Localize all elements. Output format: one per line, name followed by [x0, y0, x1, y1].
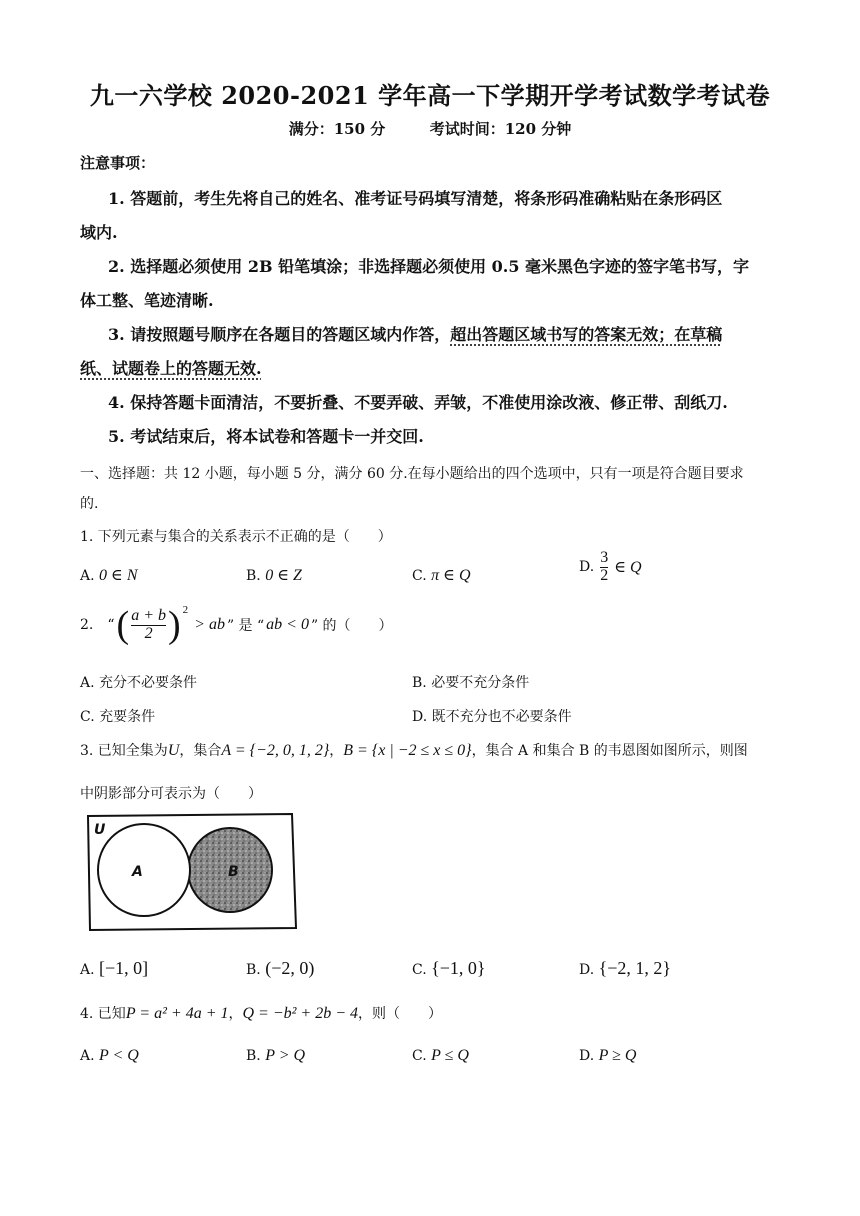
q2-end-text: ” 的（ ） [310, 618, 393, 634]
q1-option-b [246, 565, 302, 585]
q4-expr-q: Q = −b² + 2b − 4 [242, 1005, 359, 1022]
q4-stem [80, 1003, 442, 1023]
full-score: 满分：150 分 [288, 120, 386, 138]
venn-label-u: U [94, 822, 106, 838]
q3-option-a-label: A. [80, 962, 95, 978]
q2-stem [80, 606, 393, 644]
q3-set-a: A = {−2, 0, 1, 2} [221, 742, 330, 759]
q4-option-b-label: B. [246, 1048, 261, 1064]
q2-option-b: B. 必要不充分条件 [412, 675, 530, 691]
notice-item-1-cont: 域内. [80, 223, 118, 242]
q3-option-c-label: C. [412, 962, 427, 978]
q3-stem-b: ，集合 [179, 743, 222, 759]
q2-gt-expr: > ab [194, 616, 225, 633]
q3-option-d-label: D. [579, 962, 595, 978]
q1-option-c-label: C. [412, 568, 427, 584]
notice-item-4: 4. 保持答题卡面清洁，不要折叠、不要弄破、弄皱，不准使用涂改液、修正带、刮纸刀. [108, 393, 728, 412]
q4-option-a-label: A. [80, 1048, 95, 1064]
q2-option-c: C. 充要条件 [80, 709, 156, 725]
q4-stem-a: 4. 已知 [80, 1006, 126, 1022]
q2-fraction-numerator: a + b [131, 606, 166, 624]
q1-option-d-fraction [600, 550, 608, 585]
q1-option-c [412, 565, 471, 585]
notice-item-2-cont: 体工整、笔迹清晰. [80, 291, 214, 310]
q4-option-c [412, 1047, 469, 1065]
q2-fraction [131, 608, 166, 643]
q3-option-c [412, 958, 486, 979]
q3-stem [80, 740, 748, 760]
q3-option-b-label: B. [246, 962, 261, 978]
q2-option-a: A. 充分不必要条件 [80, 675, 198, 691]
notice-item-2: 2. 选择题必须使用 2B 铅笔填涂；非选择题必须使用 0.5 毫米黑色字迹的签字笔书写，字 [108, 257, 750, 276]
q2-exponent: 2 [182, 604, 189, 616]
q1-option-d-numerator: 3 [600, 549, 609, 566]
q1-option-d-tail: ∈ Q [614, 559, 642, 577]
q3-stem-cont: 中阴影部分可表示为（ ） [80, 786, 262, 802]
q1-option-b-label: B. [246, 568, 261, 584]
q1-option-d [579, 550, 642, 585]
notice-item-3 [108, 322, 722, 345]
q3-option-a-expr: [−1, 0] [99, 958, 149, 978]
q1-option-a-expr: 0 ∈ N [99, 567, 138, 584]
q4-option-a-expr: P < Q [99, 1047, 139, 1064]
q2-condition: ab < 0 [266, 616, 309, 633]
q1-option-a-label: A. [80, 568, 95, 584]
section-1-intro-cont: 的. [80, 496, 99, 512]
q3-option-c-expr: {−1, 0} [431, 958, 486, 978]
venn-label-a: A [132, 864, 143, 880]
q2-mid-text: ” 是 “ [226, 618, 265, 634]
q4-expr-p: P = a² + 4a + 1 [125, 1005, 229, 1022]
q2-paren-right: ) [167, 604, 181, 646]
notice-item-5: 5. 考试结束后，将本试卷和答题卡一并交回. [108, 427, 424, 446]
q2-option-d: D. 既不充分也不必要条件 [412, 709, 572, 725]
notice-item-1: 1. 答题前，考生先将自己的姓名、准考证号码填写清楚，将条形码准确粘贴在条形码区 [108, 189, 723, 208]
q1-option-c-expr: π ∈ Q [431, 567, 471, 584]
q1-stem: 1. 下列元素与集合的关系表示不正确的是（ ） [80, 529, 392, 545]
q3-option-b-expr: (−2, 0) [265, 958, 315, 978]
q3-stem-c: ，集合 A 和集合 B 的韦恩图如图所示，则图 [471, 743, 748, 759]
q3-option-a [80, 958, 148, 979]
q2-paren-left: ( [116, 604, 130, 646]
q3-option-b [246, 958, 314, 979]
notice-item-3-text: 3. 请按照题号顺序在各题目的答题区域内作答， [108, 325, 451, 344]
q4-option-c-expr: P ≤ Q [431, 1047, 469, 1064]
q1-option-b-expr: 0 ∈ Z [265, 567, 302, 584]
notice-item-3-emphasis: 超出答题区域书写的答案无效；在草稿 [450, 325, 723, 344]
q4-option-b-expr: P > Q [265, 1047, 306, 1064]
q2-number: 2. [80, 617, 94, 633]
q4-comma: ， [228, 1006, 243, 1022]
exam-subtitle [0, 118, 860, 139]
q4-option-d [579, 1047, 636, 1065]
venn-label-b: B [228, 864, 239, 880]
q3-option-d [579, 958, 671, 979]
venn-diagram [86, 812, 298, 932]
notice-heading: 注意事项： [80, 154, 156, 172]
set-a-circle [98, 824, 190, 916]
q3-option-d-expr: {−2, 1, 2} [598, 958, 672, 978]
q1-option-d-label: D. [579, 559, 595, 576]
q4-stem-b: ，则（ ） [358, 1006, 443, 1022]
q4-option-b [246, 1047, 305, 1065]
q3-set-b: B = {x | −2 ≤ x ≤ 0} [343, 742, 472, 759]
q1-option-d-denominator: 2 [600, 566, 609, 584]
q4-option-a [80, 1047, 139, 1065]
q2-fraction-denominator: 2 [144, 624, 153, 642]
q3-universal-set: U [167, 742, 180, 759]
section-1-intro: 一、选择题：共 12 小题，每小题 5 分，满分 60 分.在每小题给出的四个选项中，只有一项是符合题目要求 [80, 466, 744, 482]
exam-title: 九一六学校 2020-2021 学年高一下学期开学考试数学考试卷 [89, 81, 771, 110]
q4-option-d-expr: P ≥ Q [598, 1047, 637, 1064]
q3-comma: ， [329, 743, 344, 759]
q2-quote-open: “ [107, 617, 115, 633]
q3-stem-a: 3. 已知全集为 [80, 743, 168, 759]
q4-option-c-label: C. [412, 1048, 427, 1064]
q1-option-a [80, 565, 138, 585]
q4-option-d-label: D. [579, 1048, 595, 1064]
exam-time: 考试时间：120 分钟 [429, 120, 572, 138]
notice-item-3-cont: 纸、试题卷上的答题无效. [80, 359, 262, 378]
